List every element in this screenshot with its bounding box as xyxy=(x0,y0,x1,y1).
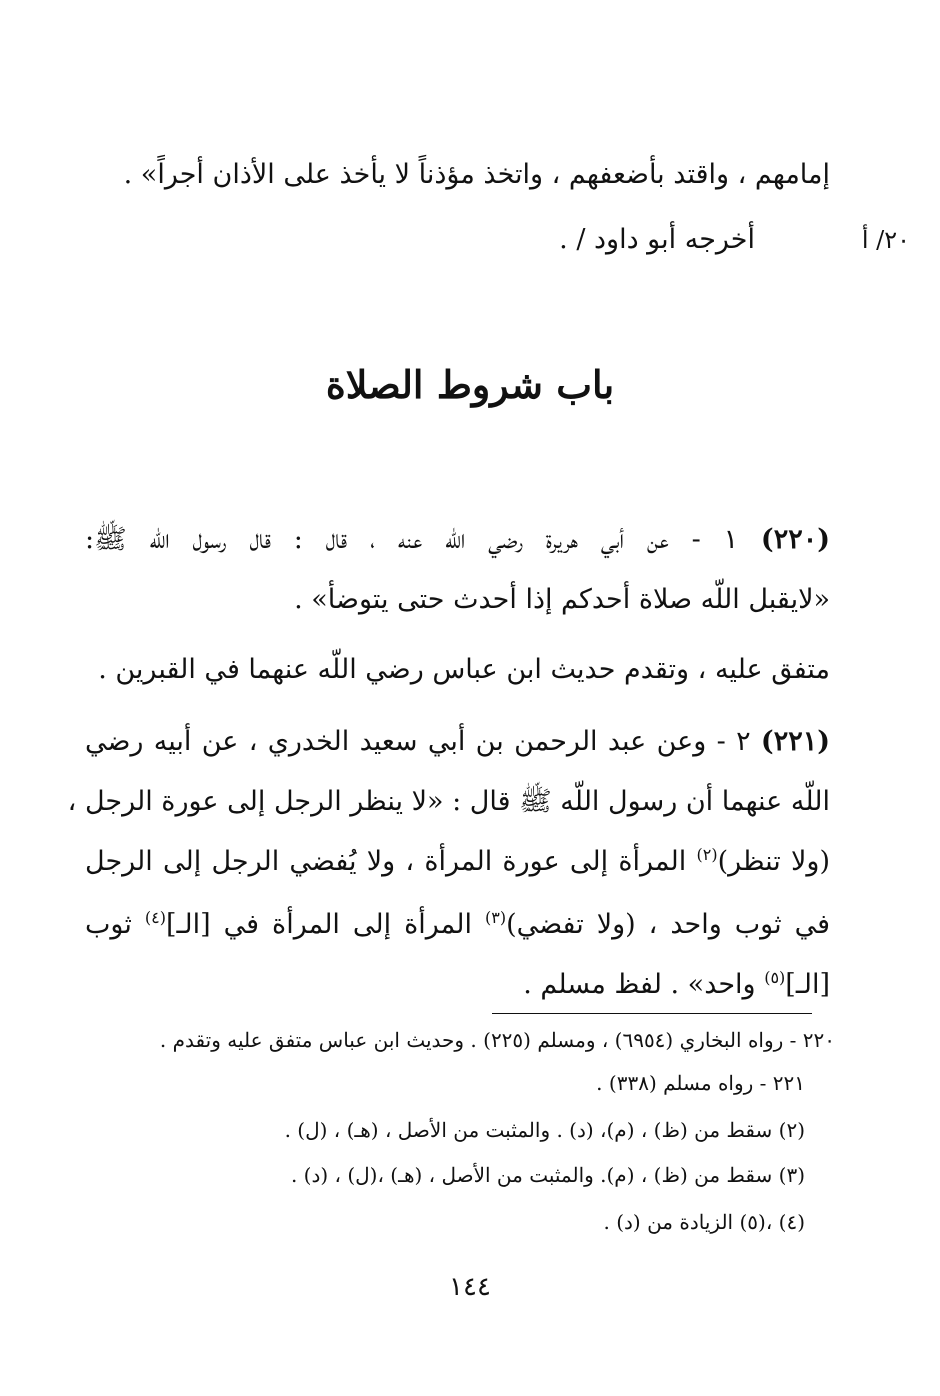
text-line-source: أخرجه أبو داود / . xyxy=(559,224,755,255)
hadith-number: (٢٢٠) xyxy=(760,524,830,555)
page-number: ١٤٤ xyxy=(449,1272,491,1302)
hadith-221-line-2: اللّه عنهما أن رسول اللّه ﷺ قال : «لا ينظر الرجل إلى عورة الرجل ، xyxy=(67,786,830,817)
hadith-text: [الـ] xyxy=(785,969,830,1000)
hadith-221-line-1 xyxy=(85,722,830,762)
footnote-ref: (٥) xyxy=(764,968,786,987)
hadith-text: ١ - عن أبي هريرة رضي اللّه عنه ، قال : قال رسول اللّه ﷺ: xyxy=(85,524,739,555)
footnote-ref: (٤) xyxy=(144,908,166,927)
hadith-number: (٢٢١) xyxy=(760,726,830,757)
footnote-line: (٣) سقط من (ظ) ، (م). والمثبت من الأصل ، (هـ) ،(ل) ، (د) . xyxy=(290,1163,805,1187)
footnote-ref: (٢) xyxy=(696,845,718,864)
hadith-221-line-4 xyxy=(85,905,830,945)
footnote-line: (٤) ،(٥) الزيادة من (د) . xyxy=(603,1210,805,1234)
hadith-221-line-5 xyxy=(85,965,830,1005)
hadith-text: المرأة إلى عورة المرأة ، ولا يُفضي الرجل إلى الرجل xyxy=(85,846,697,877)
chapter-title: باب شروط الصلاة xyxy=(325,362,615,407)
footnote-line: ٢٢١ - رواه مسلم (٣٣٨) . xyxy=(596,1071,805,1095)
footnote-line: ٢٢٠ - رواه البخاري (٦٩٥٤) ، ومسلم (٢٢٥) . وحديث ابن عباس متفق عليه وتقدم . xyxy=(159,1028,835,1052)
hadith-text: في ثوب واحد ، (ولا تفضي) xyxy=(506,909,831,940)
hadith-text: ٢ - وعن عبد الرحمن بن أبي سعيد الخدري ، عن أبيه رضي xyxy=(85,726,751,757)
footnote-line: (٢) سقط من (ظ) ، (م)، (د) . والمثبت من الأصل ، (هـ) ، (ل) . xyxy=(284,1118,805,1142)
hadith-text: ثوب xyxy=(85,909,145,940)
hadith-text: (ولا تنظر) xyxy=(717,846,830,877)
footnote-ref: (٣) xyxy=(485,908,507,927)
text-line-carryover: إمامهم ، واقتد بأضعفهم ، واتخذ مؤذناً لا يأخذ على الأذان أجراً» . xyxy=(123,159,830,190)
manuscript-folio-marker: ٢٠/ أ xyxy=(861,226,910,254)
hadith-text: واحد» . لفظ مسلم . xyxy=(523,969,765,1000)
footnote-separator xyxy=(492,1013,812,1014)
hadith-220-line-3: متفق عليه ، وتقدم حديث ابن عباس رضي اللّه عنهما في القبرين . xyxy=(98,654,830,685)
hadith-text: المرأة إلى المرأة في [الـ] xyxy=(165,909,485,940)
hadith-221-line-3 xyxy=(85,842,830,882)
hadith-220-line-1 xyxy=(85,520,830,560)
hadith-220-line-2: «لايقبل اللّه صلاة أحدكم إذا أحدث حتى يتوضأ» . xyxy=(294,584,830,615)
